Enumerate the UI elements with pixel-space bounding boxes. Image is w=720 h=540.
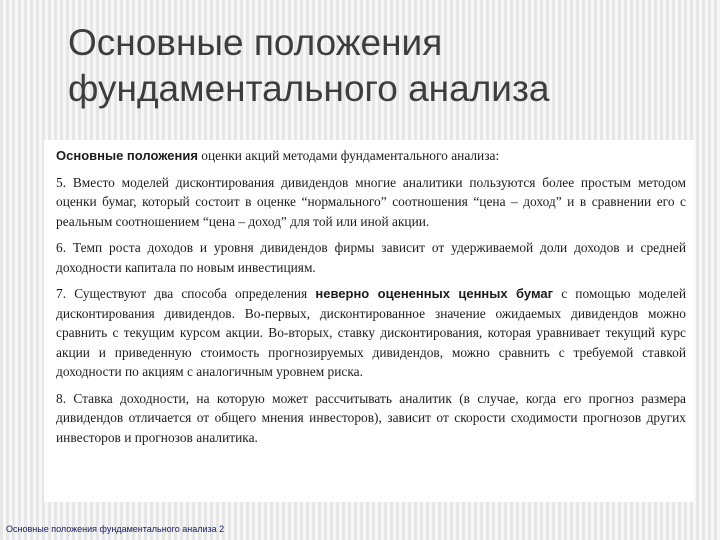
paragraph-7-bold: неверно оцененных ценных бумаг xyxy=(315,286,554,301)
intro-line xyxy=(56,146,686,166)
paragraph-7 xyxy=(56,284,686,382)
paragraph-7-end: с помощью моделей дисконтирования дивидендов. Во-первых, дисконтированное значение ожидаемых дивидендов можно сравнить с текущим курсом акции. Во-вторых, ставку дисконтирования, которая уравнивает текущий курс акции и приведенную стоимость прогнозируемых дивидендов, можно сравнить с требуемой ставкой доходности по акциям с аналогичным уровнем риска. xyxy=(56,286,686,379)
paragraph-5: 5. Вместо моделей дисконтирования дивидендов многие аналитики пользуются более простым методом оценки бумаг, который состоит в оценке “нормального” соотношения “цена – доход” и в сравнении его с реальным соотношением “цена – доход” для той или иной акции. xyxy=(56,174,686,229)
slide-footer: Основные положения фундаментального анализа 2 xyxy=(6,524,225,534)
intro-bold: Основные положения xyxy=(56,148,198,163)
content-panel xyxy=(44,140,694,502)
slide-title: Основные положения фундаментального анализа xyxy=(68,22,550,109)
paragraph-6: 6. Темп роста доходов и уровня дивидендов фирмы зависит от удерживаемой доли доходов и средней доходности капитала по новым инвестициям. xyxy=(56,240,686,275)
paragraph-8: 8. Ставка доходности, на которую может рассчитывать аналитик (в случае, когда его прогноз размера дивидендов отличается от общего мнения инвесторов), зависит от скорости сходимости прогнозов других инвесторов и прогнозов аналитика. xyxy=(56,390,686,445)
paragraph-7-start: 7. Существуют два способа определения xyxy=(56,286,316,301)
intro-rest: оценки акций методами фундаментального анализа: xyxy=(197,148,500,163)
